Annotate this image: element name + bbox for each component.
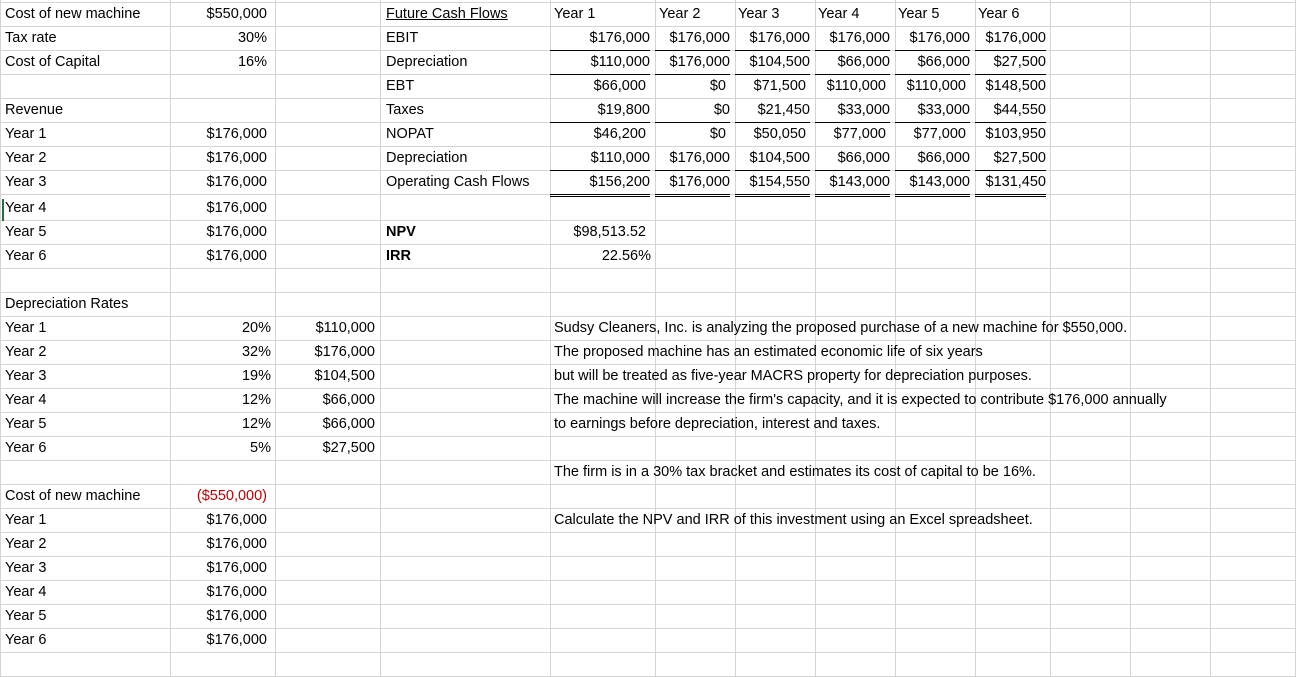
cost-value[interactable]: $550,000 — [206, 6, 267, 22]
cf-cost-label[interactable]: Cost of new machine — [5, 488, 141, 504]
ebt-label[interactable]: EBT — [386, 78, 415, 94]
year-header[interactable]: Year 1 — [554, 6, 596, 22]
year-header[interactable]: Year 4 — [818, 6, 860, 22]
operating-cash-flows-value[interactable]: $143,000 — [815, 170, 890, 197]
depr-amount[interactable]: $110,000 — [315, 320, 375, 336]
depr-rate[interactable]: 12% — [241, 392, 271, 408]
year-header[interactable]: Year 2 — [659, 6, 701, 22]
ebit-value[interactable]: $176,000 — [655, 26, 730, 51]
depr-rate[interactable]: 19% — [241, 368, 271, 384]
nopat-value[interactable]: $77,000 — [833, 126, 886, 142]
ebt-value[interactable]: $71,500 — [753, 78, 806, 94]
problem-text-line[interactable]: The machine will increase the firm's capacity, and it is expected to contribute $176,000 annually — [554, 392, 1167, 408]
ebit-value[interactable]: $176,000 — [975, 26, 1046, 51]
npv-value[interactable]: $98,513.52 — [573, 224, 646, 240]
problem-text-line[interactable]: Sudsy Cleaners, Inc. is analyzing the proposed purchase of a new machine for $550,000. — [554, 320, 1128, 336]
year-header[interactable]: Year 6 — [978, 6, 1020, 22]
depreciation-addback-value[interactable]: $110,000 — [550, 146, 650, 171]
revenue-year-value[interactable]: $176,000 — [206, 174, 267, 190]
ebit-label[interactable]: EBIT — [386, 30, 419, 46]
irr-value[interactable]: 22.56% — [601, 248, 651, 264]
ebt-value[interactable]: $110,000 — [826, 78, 886, 94]
depr-amount[interactable]: $66,000 — [322, 392, 375, 408]
depreciation-value[interactable]: $66,000 — [815, 50, 890, 75]
nopat-label[interactable]: NOPAT — [386, 126, 434, 142]
depr-year-label[interactable]: Year 2 — [5, 344, 47, 360]
cf-year-label[interactable]: Year 4 — [5, 584, 47, 600]
cf-year-value[interactable]: $176,000 — [206, 512, 267, 528]
depreciation-value[interactable]: $176,000 — [655, 50, 730, 75]
depr-amount[interactable]: $104,500 — [314, 368, 375, 384]
revenue-year-label[interactable]: Year 5 — [5, 224, 47, 240]
revenue-year-label[interactable]: Year 2 — [5, 150, 47, 166]
operating-cash-flows-value[interactable]: $176,000 — [655, 170, 730, 197]
npv-label[interactable]: NPV — [386, 224, 416, 240]
cost-label[interactable]: Cost of new machine — [5, 6, 141, 22]
depreciation-rates-header[interactable]: Depreciation Rates — [5, 296, 129, 312]
nopat-value[interactable]: $0 — [709, 126, 726, 142]
problem-text-line[interactable]: The proposed machine has an estimated economic life of six years — [554, 344, 983, 360]
problem-text-line[interactable]: but will be treated as five-year MACRS property for depreciation purposes. — [554, 368, 1032, 384]
depreciation-value[interactable]: $27,500 — [975, 50, 1046, 75]
ebit-value[interactable]: $176,000 — [895, 26, 970, 51]
revenue-year-value[interactable]: $176,000 — [206, 126, 267, 142]
cf-year-value[interactable]: $176,000 — [206, 536, 267, 552]
revenue-year-label[interactable]: Year 4 — [5, 200, 47, 216]
revenue-year-value[interactable]: $176,000 — [206, 224, 267, 240]
depr-year-label[interactable]: Year 3 — [5, 368, 47, 384]
future-cash-flows-header[interactable]: Future Cash Flows — [386, 6, 508, 22]
cost-of-capital-value[interactable]: 16% — [237, 54, 267, 70]
depreciation-label[interactable]: Depreciation — [386, 54, 468, 70]
problem-task-line[interactable]: Calculate the NPV and IRR of this investment using an Excel spreadsheet. — [554, 512, 1033, 528]
depr-rate[interactable]: 20% — [241, 320, 271, 336]
cf-year-label[interactable]: Year 6 — [5, 632, 47, 648]
cf-year-value[interactable]: $176,000 — [206, 584, 267, 600]
revenue-year-value[interactable]: $176,000 — [206, 248, 267, 264]
ebt-value[interactable]: $110,000 — [906, 78, 966, 94]
cf-year-value[interactable]: $176,000 — [206, 632, 267, 648]
depr-amount[interactable]: $27,500 — [322, 440, 375, 456]
depreciation-addback-value[interactable]: $66,000 — [895, 146, 970, 171]
depr-amount[interactable]: $66,000 — [322, 416, 375, 432]
depreciation-addback-value[interactable]: $176,000 — [655, 146, 730, 171]
depreciation-addback-value[interactable]: $27,500 — [975, 146, 1046, 171]
depr-year-label[interactable]: Year 1 — [5, 320, 47, 336]
depr-amount[interactable]: $176,000 — [314, 344, 375, 360]
cf-year-label[interactable]: Year 5 — [5, 608, 47, 624]
year-header[interactable]: Year 5 — [898, 6, 940, 22]
ebt-value[interactable]: $66,000 — [593, 78, 646, 94]
depr-rate[interactable]: 5% — [250, 440, 271, 456]
nopat-value[interactable]: $77,000 — [913, 126, 966, 142]
revenue-year-value[interactable]: $176,000 — [206, 150, 267, 166]
revenue-year-value[interactable]: $176,000 — [206, 200, 267, 216]
ebt-value[interactable]: $148,500 — [985, 78, 1046, 94]
depreciation-value[interactable]: $66,000 — [895, 50, 970, 75]
operating-cash-flows-label[interactable]: Operating Cash Flows — [386, 174, 530, 190]
tax-rate-label[interactable]: Tax rate — [5, 30, 57, 46]
active-cell-indicator — [2, 199, 4, 221]
depr-rate[interactable]: 12% — [241, 416, 271, 432]
cf-cost-value[interactable]: ($550,000) — [196, 488, 267, 504]
revenue-header[interactable]: Revenue — [5, 102, 64, 118]
cf-year-label[interactable]: Year 2 — [5, 536, 47, 552]
operating-cash-flows-value[interactable]: $154,550 — [735, 170, 810, 197]
revenue-year-label[interactable]: Year 1 — [5, 126, 47, 142]
depreciation-addback-value[interactable]: $104,500 — [735, 146, 810, 171]
ebit-value[interactable]: $176,000 — [550, 26, 650, 51]
taxes-value[interactable]: $44,550 — [975, 98, 1046, 123]
depreciation-addback-value[interactable]: $66,000 — [815, 146, 890, 171]
cost-of-capital-label[interactable]: Cost of Capital — [5, 54, 101, 70]
operating-cash-flows-value[interactable]: $131,450 — [975, 170, 1046, 197]
depr-year-label[interactable]: Year 6 — [5, 440, 47, 456]
year-header[interactable]: Year 3 — [738, 6, 780, 22]
nopat-value[interactable]: $50,050 — [753, 126, 806, 142]
taxes-value[interactable]: $33,000 — [815, 98, 890, 123]
operating-cash-flows-value[interactable]: $143,000 — [895, 170, 970, 197]
depr-rate[interactable]: 32% — [241, 344, 271, 360]
ebt-value[interactable]: $0 — [709, 78, 726, 94]
taxes-value[interactable]: $19,800 — [550, 98, 650, 123]
taxes-value[interactable]: $0 — [655, 98, 730, 123]
operating-cash-flows-value[interactable]: $156,200 — [550, 170, 650, 197]
taxes-label[interactable]: Taxes — [386, 102, 424, 118]
revenue-year-label[interactable]: Year 3 — [5, 174, 47, 190]
tax-rate-value[interactable]: 30% — [237, 30, 267, 46]
revenue-year-label[interactable]: Year 6 — [5, 248, 47, 264]
irr-label[interactable]: IRR — [386, 248, 411, 264]
depreciation-value[interactable]: $104,500 — [735, 50, 810, 75]
depreciation-value[interactable]: $110,000 — [550, 50, 650, 75]
nopat-value[interactable]: $103,950 — [985, 126, 1046, 142]
depr-year-label[interactable]: Year 4 — [5, 392, 47, 408]
cf-year-label[interactable]: Year 1 — [5, 512, 47, 528]
taxes-value[interactable]: $33,000 — [895, 98, 970, 123]
problem-tax-line[interactable]: The firm is in a 30% tax bracket and estimates its cost of capital to be 16%. — [554, 464, 1036, 480]
ebit-value[interactable]: $176,000 — [815, 26, 890, 51]
depr-year-label[interactable]: Year 5 — [5, 416, 47, 432]
taxes-value[interactable]: $21,450 — [735, 98, 810, 123]
ebit-value[interactable]: $176,000 — [735, 26, 810, 51]
cf-year-value[interactable]: $176,000 — [206, 608, 267, 624]
depreciation-addback-label[interactable]: Depreciation — [386, 150, 468, 166]
cf-year-value[interactable]: $176,000 — [206, 560, 267, 576]
cf-year-label[interactable]: Year 3 — [5, 560, 47, 576]
nopat-value[interactable]: $46,200 — [593, 126, 646, 142]
problem-text-line[interactable]: to earnings before depreciation, interest and taxes. — [554, 416, 881, 432]
